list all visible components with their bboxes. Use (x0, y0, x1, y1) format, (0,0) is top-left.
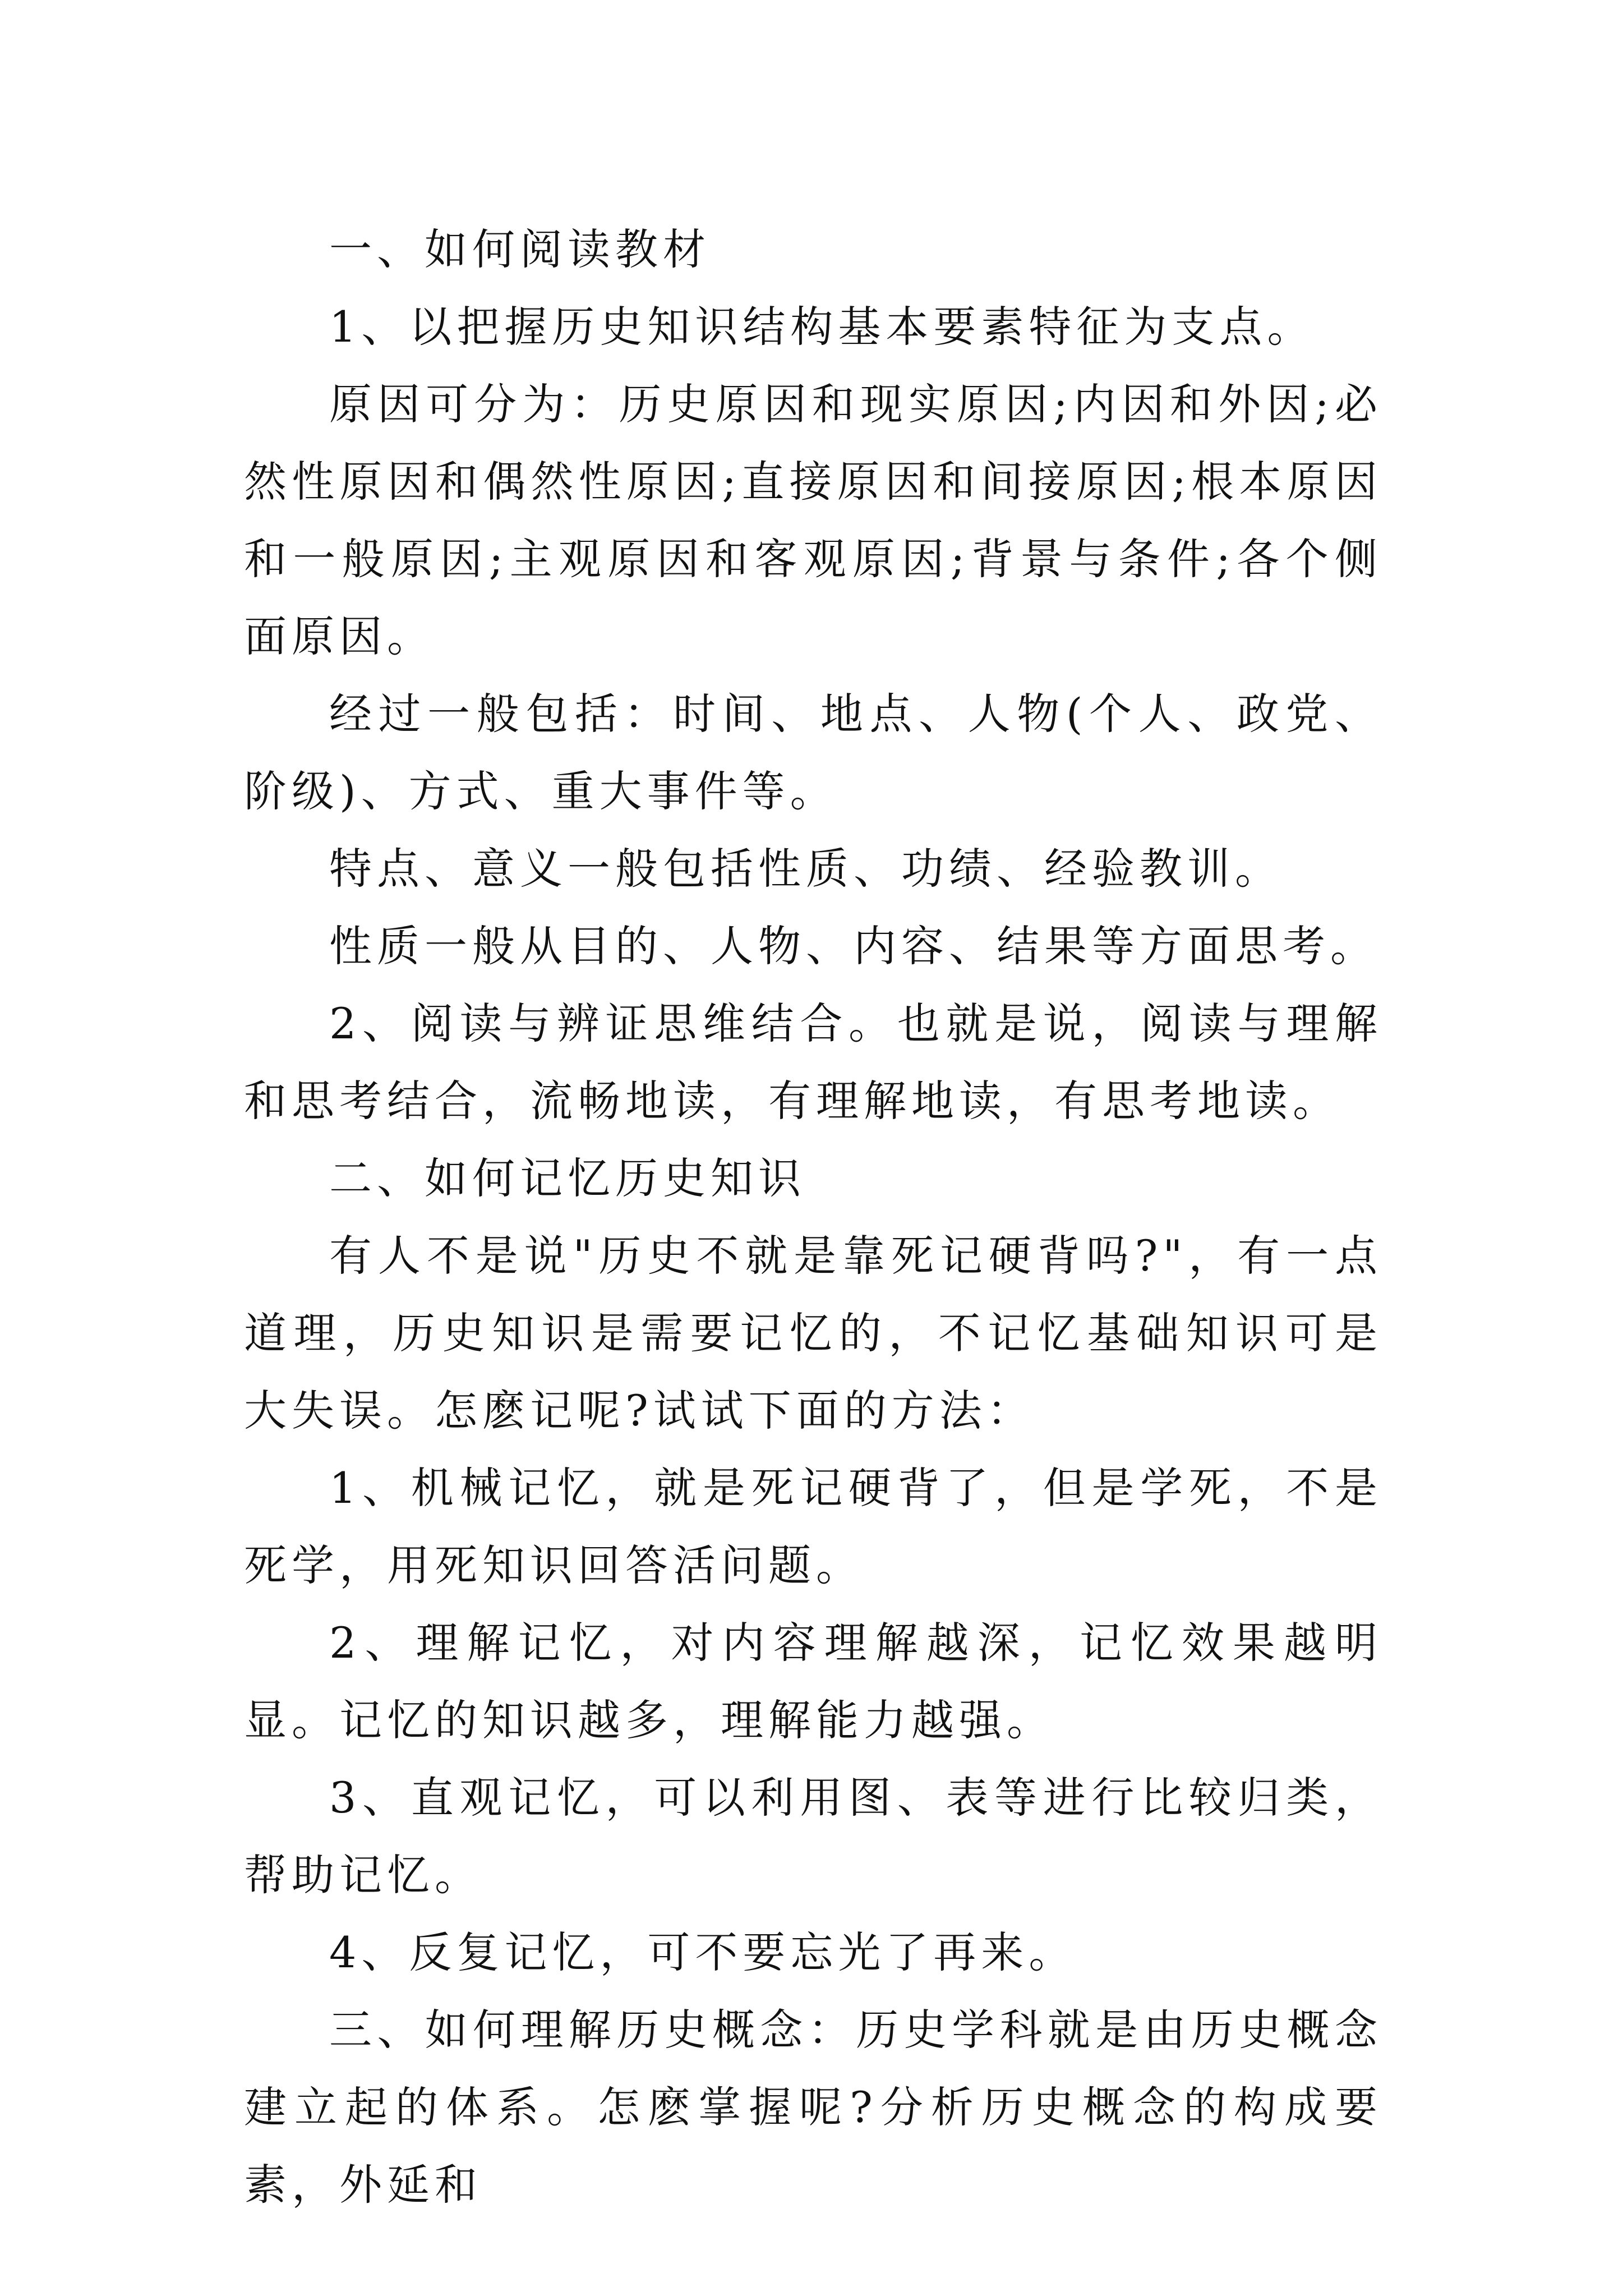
paragraph: 原因可分为：历史原因和现实原因;内因和外因;必然性原因和偶然性原因;直接原因和间接原因;根本原因和一般原因;主观原因和客观原因;背景与条件;各个侧面原因。 (244, 379, 1382, 661)
paragraph: 有人不是说"历史不就是靠死记硬背吗?"，有一点道理，历史知识是需要记忆的，不记忆基础知识可是大失误。怎麽记呢?试试下面的方法： (244, 1231, 1382, 1435)
document-body (244, 211, 1382, 2224)
paragraph: 1、机械记忆，就是死记硬背了，但是学死，不是死学，用死知识回答活问题。 (244, 1463, 1382, 1590)
paragraph: 性质一般从目的、人物、内容、结果等方面思考。 (329, 921, 1378, 971)
heading-reading-textbook: 一、如何阅读教材 (329, 224, 711, 274)
paragraph: 4、反复记忆，可不要忘光了再来。 (329, 1927, 1077, 1977)
paragraph: 经过一般包括：时间、地点、人物(个人、政党、阶级)、方式、重大事件等。 (244, 689, 1382, 816)
paragraph: 2、理解记忆，对内容理解越深，记忆效果越明显。记忆的知识越多，理解能力越强。 (244, 1618, 1382, 1745)
paragraph: 2、阅读与辨证思维结合。也就是说，阅读与理解和思考结合，流畅地读，有理解地读，有思考地读。 (244, 999, 1382, 1126)
paragraph: 特点、意义一般包括性质、功绩、经验教训。 (329, 844, 1283, 894)
paragraph: 1、以把握历史知识结构基本要素特征为支点。 (329, 302, 1315, 352)
heading-understanding-concepts: 三、如何理解历史概念：历史学科就是由历史概念建立起的体系。怎麽掌握呢?分析历史概念的构成要素，外延和 (244, 2005, 1382, 2210)
paragraph: 3、直观记忆，可以利用图、表等进行比较归类，帮助记忆。 (244, 1773, 1382, 1900)
heading-memorizing-history: 二、如何记忆历史知识 (329, 1153, 806, 1203)
